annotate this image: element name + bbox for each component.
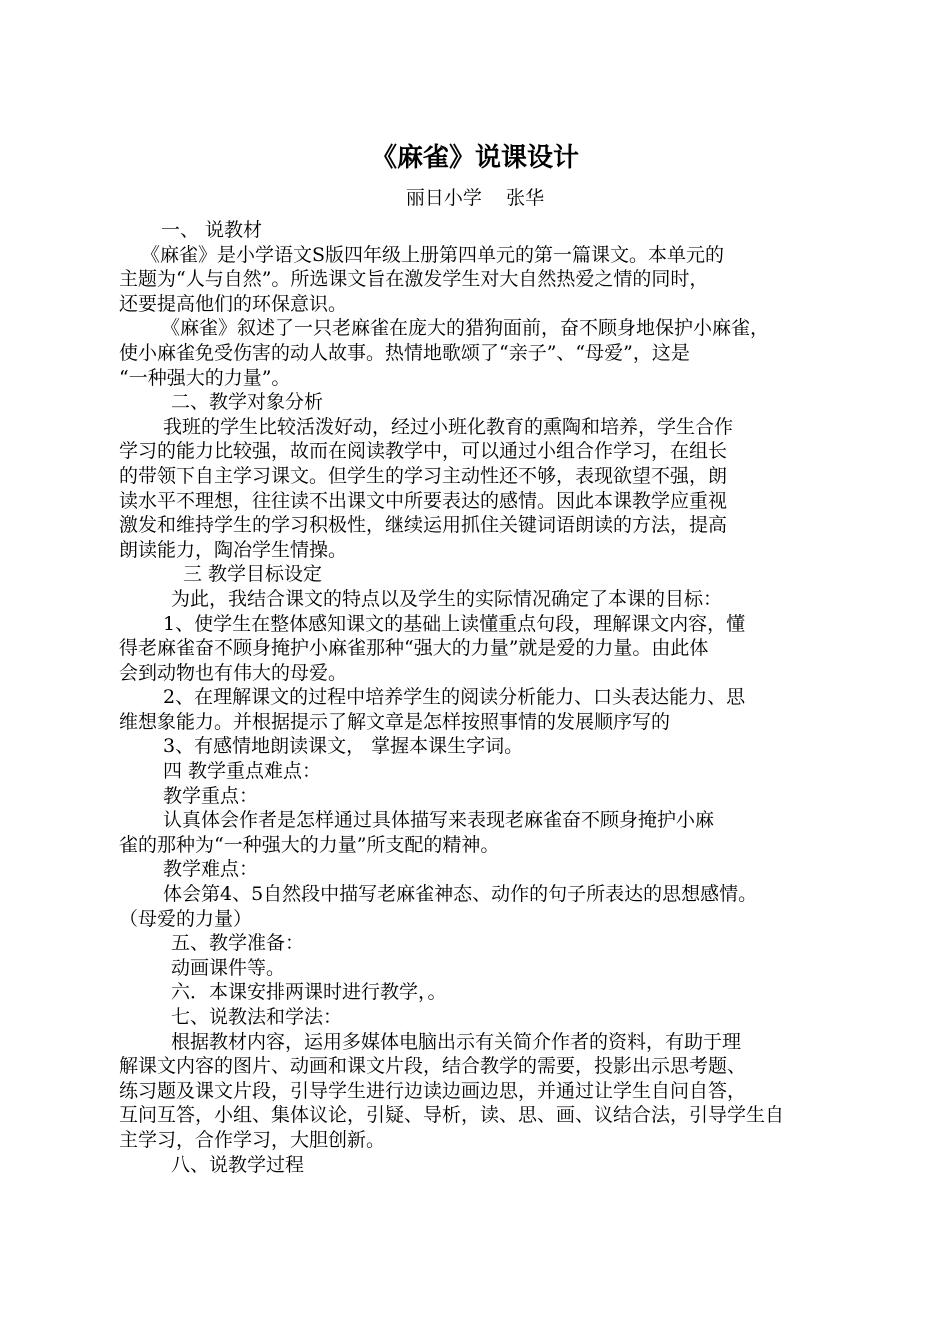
text-line: 2、在理解课文的过程中培养学生的阅读分析能力、口头表达能力、思 xyxy=(163,686,746,709)
text-line: 动画课件等。 xyxy=(171,956,286,979)
text-line: 我班的学生比较活泼好动，经过小班化教育的熏陶和培养，学生合作 xyxy=(163,415,734,438)
text-line: 会到动物也有伟大的母爱。 xyxy=(119,661,348,684)
text-line: 朗读能力，陶冶学生情操。 xyxy=(119,538,348,561)
text-line: 二、教学对象分析 xyxy=(171,391,324,414)
text-line: 五、教学准备： xyxy=(171,932,305,955)
text-line: 3、有感情地朗读课文， 掌握本课生字词。 xyxy=(163,735,524,758)
text-line: 教学难点： xyxy=(163,858,259,881)
text-line: 四 教学重点难点： xyxy=(163,760,322,783)
text-line: 认真体会作者是怎样通过具体描写来表现老麻雀奋不顾身掩护小麻 xyxy=(163,809,715,832)
text-line: 维想象能力。并根据提示了解文章是怎样按照事情的发展顺序写的 xyxy=(119,710,671,733)
text-line: “一种强大的力量”。 xyxy=(119,366,291,389)
document-author: 丽日小学 张华 xyxy=(405,187,545,209)
text-line: 为此，我结合课文的特点以及学生的实际情况确定了本课的目标： xyxy=(171,587,723,610)
document-body xyxy=(119,218,841,1177)
text-line: 根据教材内容，运用多媒体电脑出示有关简介作者的资料，有助于理 xyxy=(171,1030,742,1053)
text-line: 主学习，合作学习，大胆创新。 xyxy=(119,1128,386,1151)
text-line: 还要提高他们的环保意识。 xyxy=(119,292,348,315)
text-line: 练习题及课文片段，引导学生进行边读边画边思，并通过让学生自问自答， xyxy=(119,1079,747,1102)
text-line: 教学重点： xyxy=(163,784,259,807)
text-line: （母爱的力量） xyxy=(119,907,253,930)
text-line: 得老麻雀奋不顾身掩护小麻雀那种“强大的力量”就是爱的力量。由此体 xyxy=(119,637,709,660)
text-line: 学习的能力比较强，故而在阅读教学中，可以通过小组合作学习，在组长 xyxy=(119,440,728,463)
text-line: 七、说教法和学法： xyxy=(171,1006,343,1028)
document-title: 《麻雀》说课设计 xyxy=(370,143,579,173)
text-line: 体会第4、5自然段中描写老麻雀神态、动作的句子所表达的思想感情。 xyxy=(163,883,758,906)
text-line: 的带领下自主学习课文。但学生的学习主动性还不够，表现欲望不强，朗 xyxy=(119,464,728,487)
text-line: 互问互答，小组、集体议论，引疑、导析，读、思、画、议结合法，引导学生自 xyxy=(119,1104,785,1127)
text-line: 解课文内容的图片、动画和课文片段，结合教学的需要，投影出示思考题、 xyxy=(119,1055,747,1078)
text-line: 读水平不理想，往往读不出课文中所要表达的感情。因此本课教学应重视 xyxy=(119,489,728,512)
text-line: 八、说教学过程 xyxy=(171,1153,305,1176)
text-line: 《麻雀》是小学语文S版四年级上册第四单元的第一篇课文。本单元的 xyxy=(141,243,725,266)
text-line: 三 教学目标设定 xyxy=(183,563,323,586)
text-line: 《麻雀》叙述了一只老麻雀在庞大的猎狗面前，奋不顾身地保护小麻雀， xyxy=(161,317,770,340)
text-line: 一、 说教材 xyxy=(161,219,263,241)
text-line: 六．本课安排两课时进行教学，。 xyxy=(171,981,447,1004)
text-line: 雀的那种为“一种强大的力量”所支配的精神。 xyxy=(119,833,500,856)
text-line: 激发和维持学生的学习积极性，继续运用抓住关键词语朗读的方法，提高 xyxy=(119,514,728,537)
text-line: 使小麻雀免受伤害的动人故事。热情地歌颂了“亲子”、“母爱”，这是 xyxy=(119,341,690,364)
text-line: 主题为“人与自然”。所选课文旨在激发学生对大自然热爱之情的同时， xyxy=(119,268,709,291)
text-line: 1、使学生在整体感知课文的基础上读懂重点句段，理解课文内容，懂 xyxy=(163,612,746,635)
